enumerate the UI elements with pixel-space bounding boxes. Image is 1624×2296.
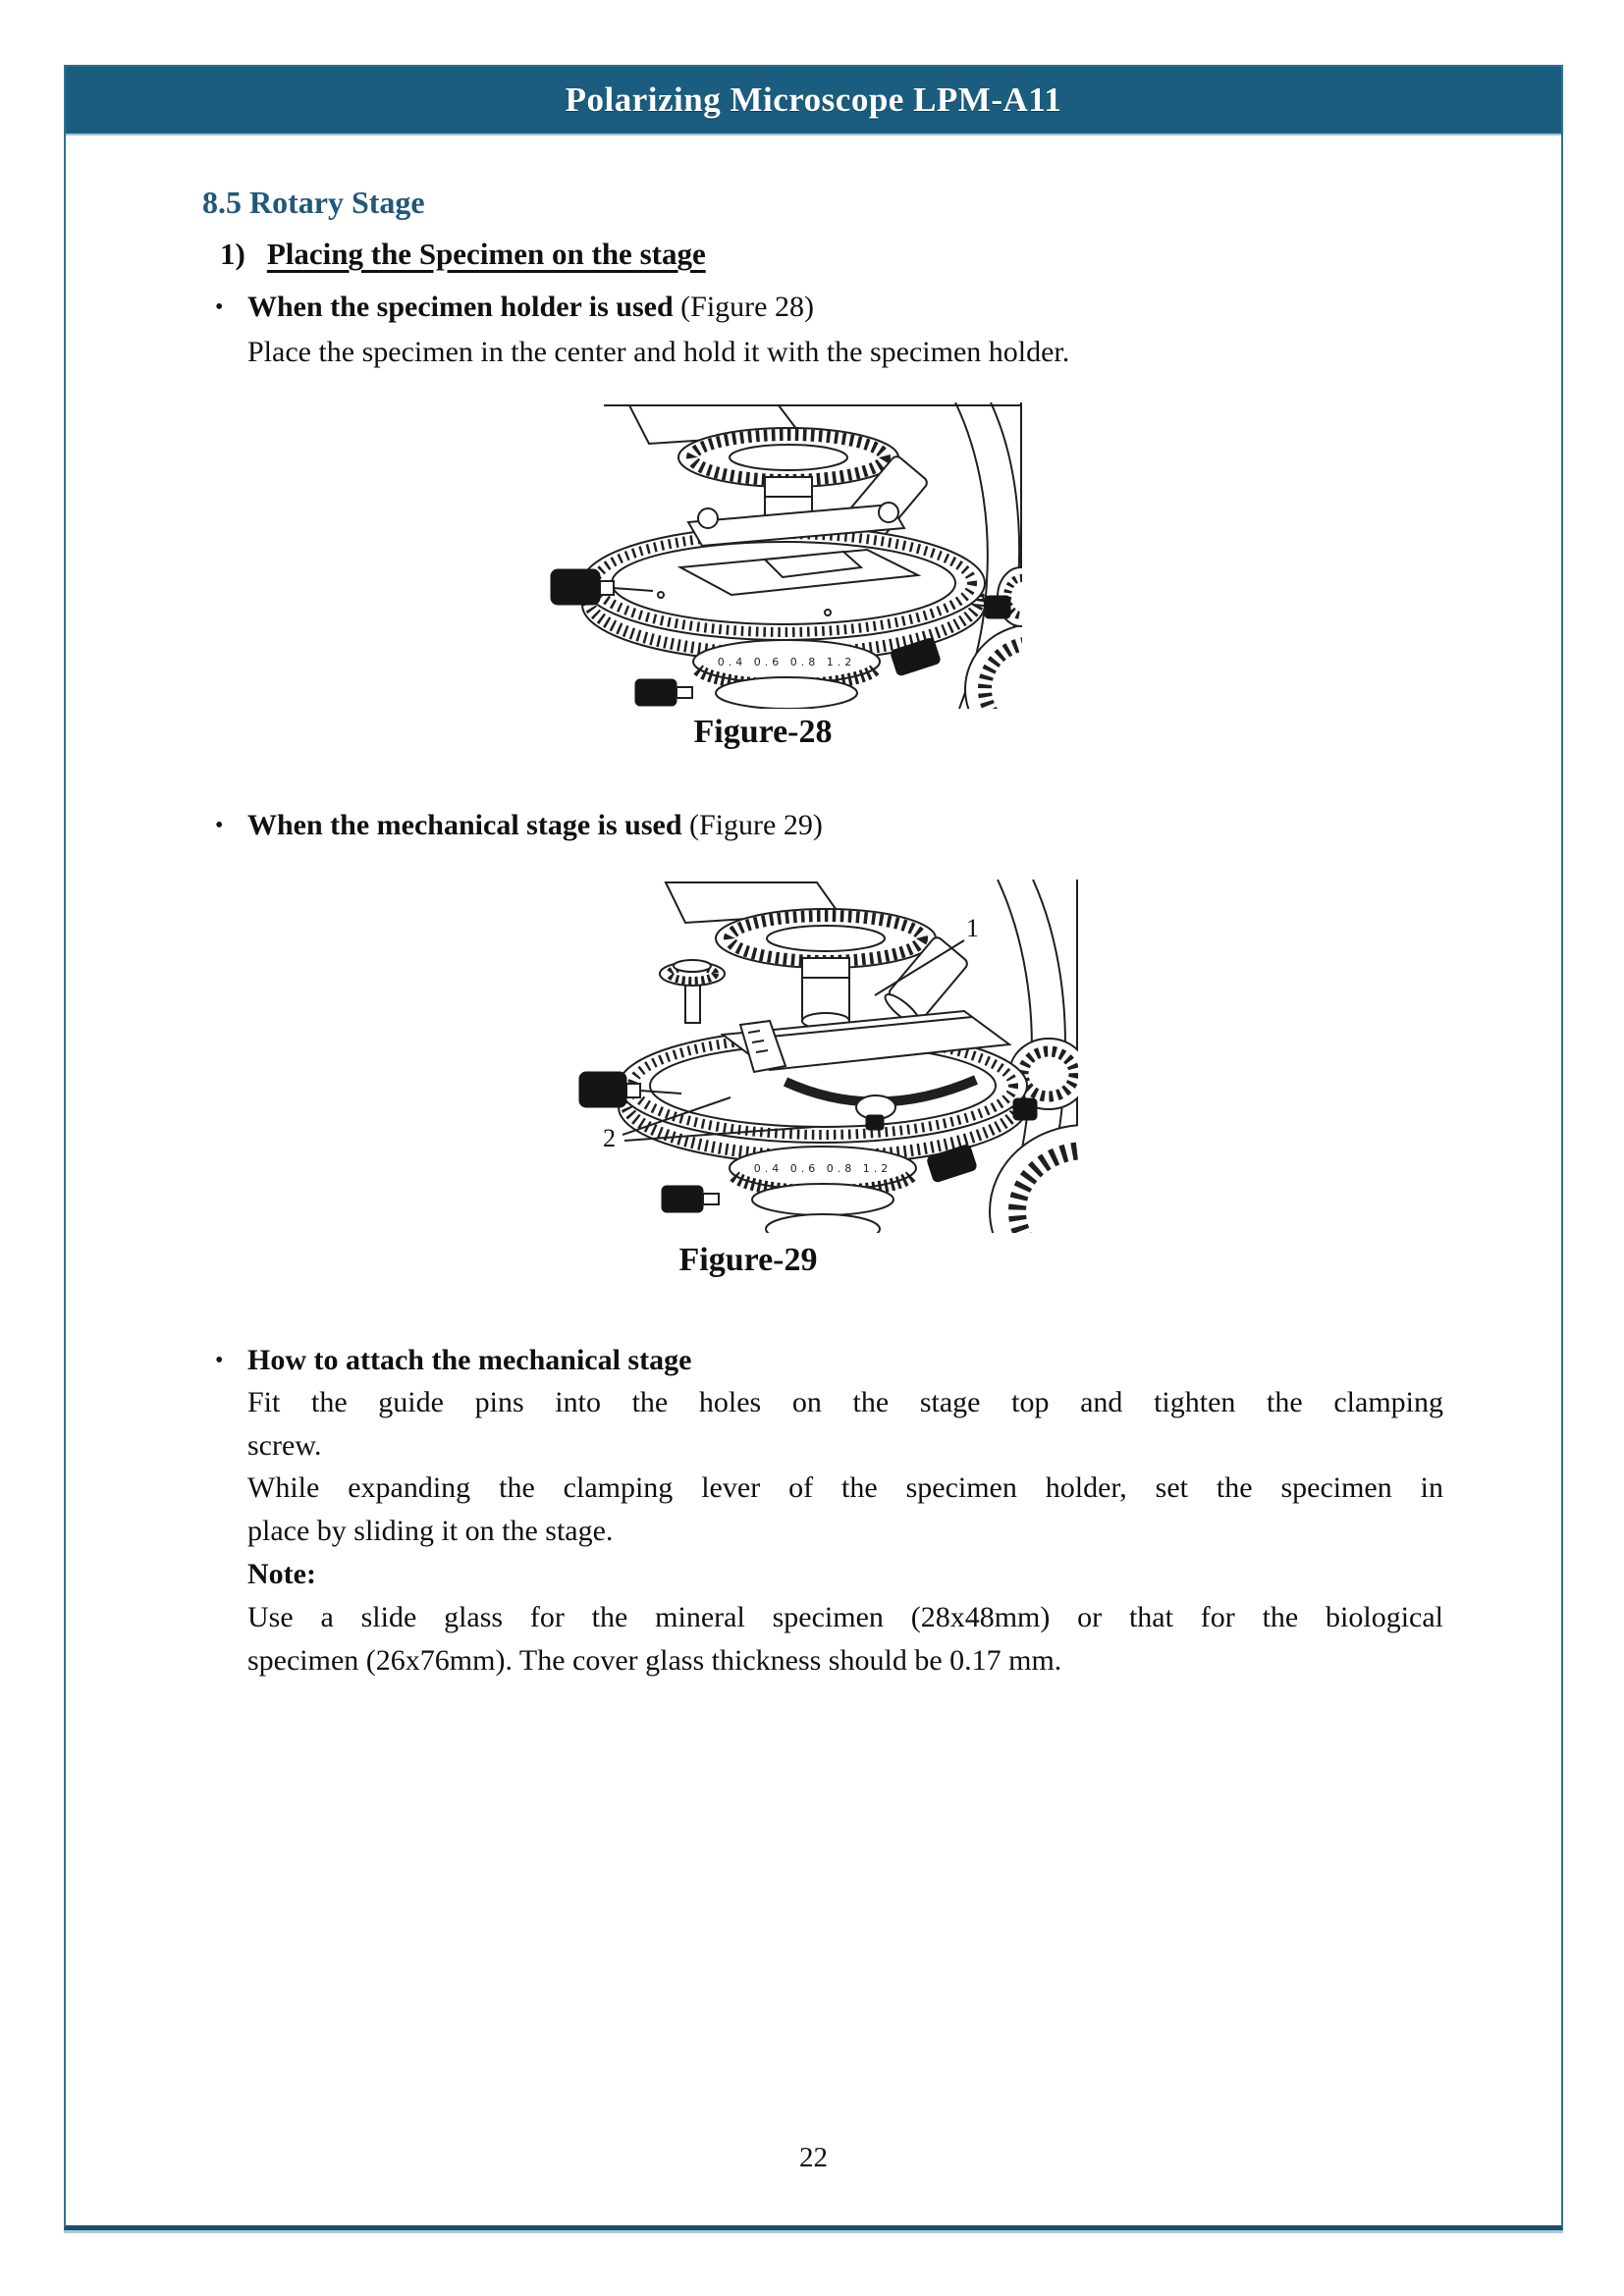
svg-text:0.4 0.6 0.8 1.2: 0.4 0.6 0.8 1.2: [717, 656, 856, 669]
polarizer: [766, 1214, 880, 1233]
paragraph-line: specimen (26x76mm). The cover glass thickness should be 0.17 mm.: [247, 1643, 1062, 1677]
condenser: [662, 1144, 977, 1233]
paragraph-line: Fit the guide pins into the holes on the stage top and tighten the clamping: [247, 1385, 1443, 1418]
item-number: 1): [220, 237, 245, 271]
bullet-item-attach-stage: [215, 1341, 1443, 1381]
figure-29: [575, 880, 1078, 1233]
item-title: Placing the Specimen on the stage: [266, 237, 706, 271]
bullet-item-specimen-holder: [215, 288, 1443, 328]
bullet-label: When the specimen holder is used (Figure 28): [247, 291, 814, 324]
figure-28: [543, 402, 1022, 709]
bullet-body-text: Place the specimen in the center and hold it with the specimen holder.: [247, 335, 1070, 368]
page-title: Polarizing Microscope LPM-A11: [565, 80, 1062, 119]
bullet-label: When the mechanical stage is used (Figure 29): [247, 809, 823, 842]
bullet-icon: •: [215, 1348, 224, 1374]
section-heading: 8.5 Rotary Stage: [202, 185, 425, 220]
paragraph-line: Use a slide glass for the mineral specimen (28x48mm) or that for the biological: [247, 1600, 1443, 1633]
bullet-icon: •: [215, 294, 224, 321]
svg-text:2: 2: [603, 1123, 616, 1152]
paragraph-line: screw.: [247, 1428, 322, 1462]
svg-text:1: 1: [966, 913, 979, 942]
figure-28-illustration: [543, 402, 1022, 709]
svg-text:0.4 0.6 0.8 1.2: 0.4 0.6 0.8 1.2: [753, 1161, 893, 1175]
page-header: [66, 67, 1561, 135]
bullet-icon: •: [215, 813, 224, 839]
page-number: 22: [799, 2142, 828, 2173]
objective-lens: [802, 958, 849, 1029]
numbered-item: [220, 236, 1561, 272]
bullet-item-mechanical-stage: [215, 806, 1443, 846]
figure-28-caption: Figure-28: [693, 714, 833, 751]
figure-29-illustration: [575, 880, 1078, 1233]
figure-29-caption: Figure-29: [678, 1241, 818, 1278]
note-label: Note:: [247, 1558, 316, 1591]
vernier-knob: [660, 960, 725, 1023]
stage-clamp-knob-right: [1011, 1098, 1037, 1120]
focus-knob: [990, 1125, 1078, 1233]
paragraph-line: place by sliding it on the stage.: [247, 1515, 614, 1548]
manual-page: [64, 65, 1563, 2230]
paragraph-line: While expanding the clamping lever of the specimen holder, set the specimen in: [247, 1471, 1443, 1505]
bullet-label: How to attach the mechanical stage: [247, 1344, 692, 1377]
focus-knob: [965, 624, 1022, 709]
